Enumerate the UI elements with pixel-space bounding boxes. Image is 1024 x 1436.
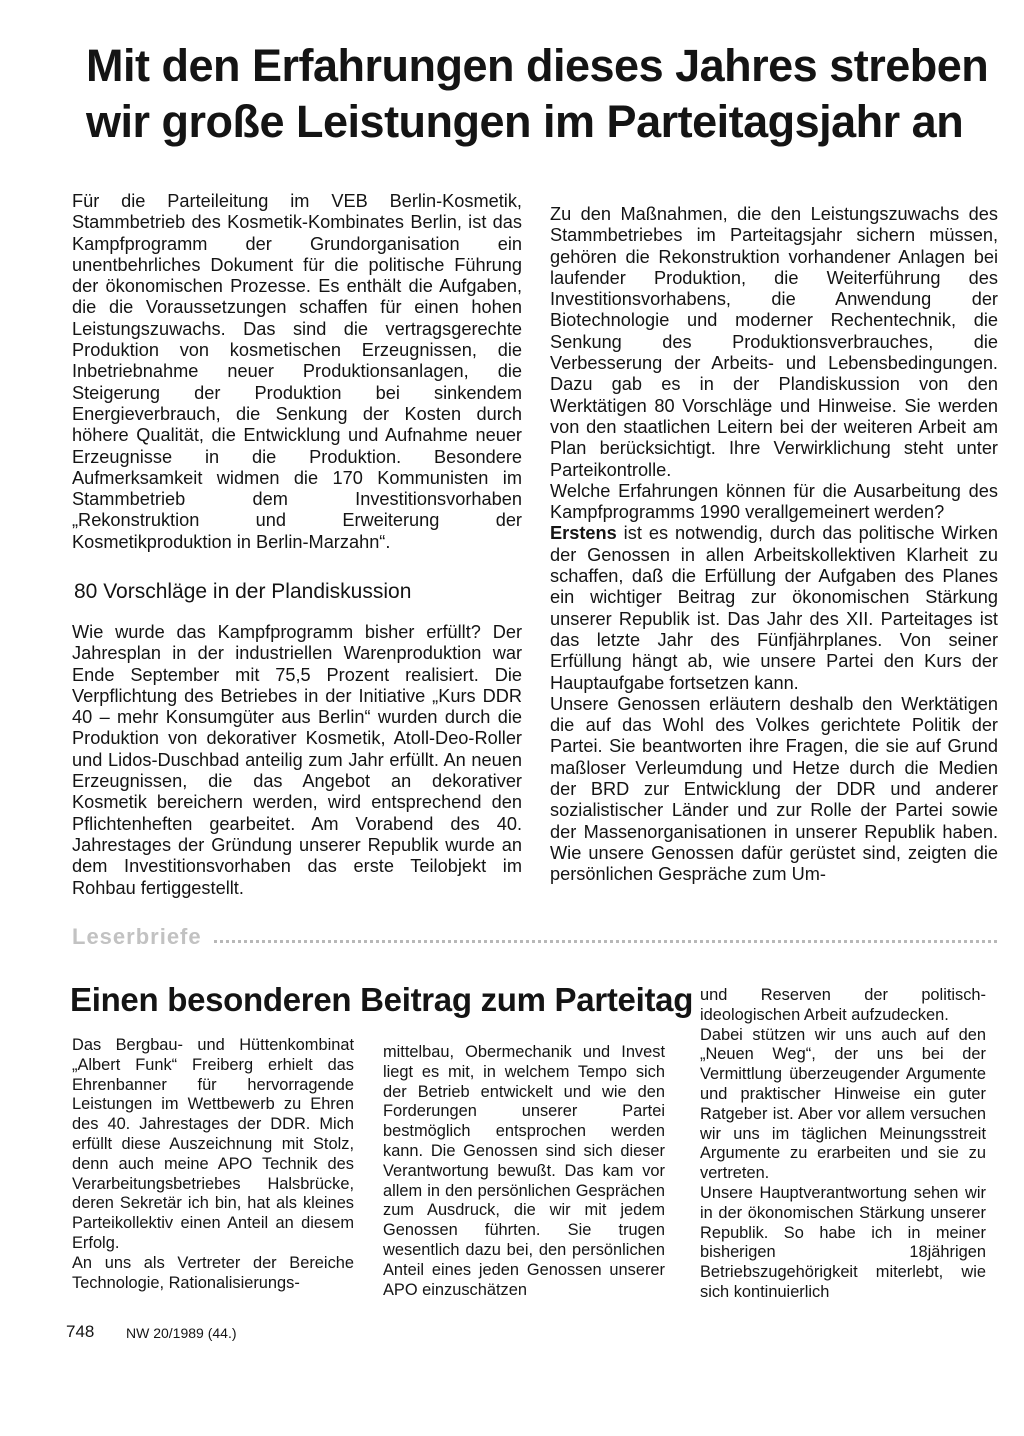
issue-reference: NW 20/1989 (44.) [126,1325,237,1341]
article-paragraph: Welche Erfahrungen können für die Ausarbeitung des Kampfprogramms 1990 verallgemeinert werden? [550,480,998,523]
section-label-text: Leserbriefe [72,924,202,949]
letter-paragraph: Dabei stützen wir uns auch auf den „Neuen Weg“, der uns bei der Vermittlung überzeugender Argumente und praktischer Hinweise ein guter Ratgeber ist. Aber vor allem versuchen wir uns im täglichen Meinungsstreit Argumente zu erarbeiten und sie zu vertreten. [700,1025,986,1183]
article-paragraph-text: ist es notwendig, durch das politische Wirken der Genossen in allen Arbeitskollektiven Klarheit zu schaffen, daß die Erfüllung der Aufgaben des Planes ein wichtiger Beitrag zur ökonomischen Stärkung unserer Republik ist. Das Jahr des XII. Parteitages ist das letzte Jahr des Fünfjährplanes. Von seiner Erfüllung hängt ab, wie unsere Partei den Kurs der Hauptaufgabe fortsetzen kann. [550,523,998,693]
article-paragraph: Zu den Maßnahmen, die den Leistungszuwachs des Stammbetriebes im Parteitagsjahr sichern müssen, gehören die Rekonstruktion vorhandener Anlagen bei laufender Produktion, die Weiterführung des Investitionsvorhabens, die Anwendung der Biotechnologie und moderner Rechentechnik, die Senkung des Produktionsverbrauches, die Verbesserung der Arbeits- und Lebensbedingungen. Dazu gab es in der Plandiskussion von den Werktätigen 80 Vorschläge und Hinweise. Sie werden von den staatlichen Leitern bei der weiteren Arbeit am Plan berücksichtigt. Ihre Verwirklichung steht unter Parteikontrolle. [550,204,998,480]
article-paragraph-erstens [550,523,998,693]
letter-paragraph: Das Bergbau- und Hüttenkombinat „Albert Funk“ Freiberg erhielt das Ehrenbanner für hervorragende Leistungen im Wettbewerb zu Ehren des 40. Jahrestages der DDR. Mich erfüllt diese Auszeichnung mit Stolz, denn auch meine APO Technik des Verarbeitungsbetriebes Halsbrücke, deren Sekretär ich bin, hat als kleines Parteikollektiv einen Anteil an diesem Erfolg. [72,1036,354,1252]
letter-paragraph: An uns als Vertreter der Bereiche Technologie, Rationalisierungs- [72,1253,354,1292]
section-label-leserbriefe [72,924,997,950]
letter-paragraph: und Reserven der politisch-ideologischen Arbeit aufzudecken. [700,986,986,1024]
page-number: 748 [66,1322,95,1341]
section-divider [214,940,997,943]
article-paragraph: Für die Parteileitung im VEB Berlin-Kosmetik, Stammbetrieb des Kosmetik-Kombinates Berlin, ist das Kampfprogramm der Grundorganisation ein unentbehrliches Dokument für die politische Führung der ökonomischen Prozesse. Es enthält die Aufgaben, die die Voraussetzungen schaffen für einen hohen Leistungszuwachs. Das sind die vertragsgerechte Produktion von kosmetischen Erzeugnissen, die Inbetriebnahme neuer Produktionsanlagen, die Steigerung der Produktion bei sinkendem Energieverbrauch, die Senkung der Kosten durch höhere Qualität, die Entwicklung und Aufnahme neuer Erzeugnisse in die Produktion. Besondere Aufmerksamkeit widmen die 170 Kommunisten im Stammbetrieb dem Investitionsvorhaben „Rekonstruktion und Erweiterung der Kosmetikproduktion in Berlin-Marzahn“. [72,191,522,552]
article-column-right [550,204,998,886]
article-subheading: 80 Vorschläge in der Plandiskussion [74,580,412,603]
letter-column-2 [383,1043,665,1300]
article-headline [86,38,989,150]
article-paragraph: Unsere Genossen erläutern deshalb den Werktätigen die auf das Wohl des Volkes gerichtete Politik der Partei. Sie beantworten ihre Fragen, die sie auf Grund maßloser Verleumdung und Hetze durch die Medien der BRD zur Entwicklung der DDR und anderer sozialistischer Länder und zur Rolle der Partei sowie der Massenorganisationen in unserer Republik haben. Wie unsere Genossen dafür gerüstet sind, zeigten die persönlichen Gespräche zum Um- [550,693,998,885]
article-column-left [72,191,522,553]
headline-line-1: Mit den Erfahrungen dieses Jahres streben [86,40,989,91]
letter-paragraph: mittelbau, Obermechanik und Invest liegt es mit, in welchem Tempo sich der Betrieb entwickelt und wie den Forderungen unserer Partei bestmöglich entsprochen werden kann. Die Genossen sind sich dieser Verantwortung bewußt. Das kam vor allem in den persönlichen Gesprächen zum Ausdruck, die wir mit jedem Genossen führten. Sie trugen wesentlich dazu bei, den persönlichen Anteil eines jeden Genossen unserer APO einzuschätzen [383,1043,665,1299]
letter-column-1 [72,1036,354,1293]
letter-headline: Einen besonderen Beitrag zum Parteitag [70,981,694,1018]
article-paragraph: Wie wurde das Kampfprogramm bisher erfüllt? Der Jahresplan in der industriellen Warenproduktion war Ende September mit 75,5 Prozent realisiert. Die Verpflichtung des Betriebes in der Initiative „Kurs DDR 40 – mehr Konsumgüter aus Berlin“ wurden durch die Produktion von dekorativer Kosmetik, Atoll-Deo-Roller und Lidos-Duschbad anteilig zum Jahr erfüllt. An neuen Erzeugnissen, die das Angebot an dekorativer Kosmetik bereichern werden, wird entsprechend den Pflichtenheften gearbeitet. Am Vorabend des 40. Jahrestages der Gründung unserer Republik wurde an dem Investitionsvorhaben das erste Teilobjekt im Rohbau fertiggestellt. [72,622,522,898]
headline-line-2: wir große Leistungen im Parteitagsjahr an [86,96,964,147]
article-column-left-continued [72,622,522,899]
letter-column-3 [700,986,986,1303]
emphasis-erstens: Erstens [550,523,617,544]
letter-paragraph: Unsere Hauptverantwortung sehen wir in der ökonomischen Stärkung unserer Republik. So habe ich in meiner bisherigen 18jährigen Betriebszugehörigkeit miterlebt, wie sich kontinuierlich [700,1183,986,1301]
